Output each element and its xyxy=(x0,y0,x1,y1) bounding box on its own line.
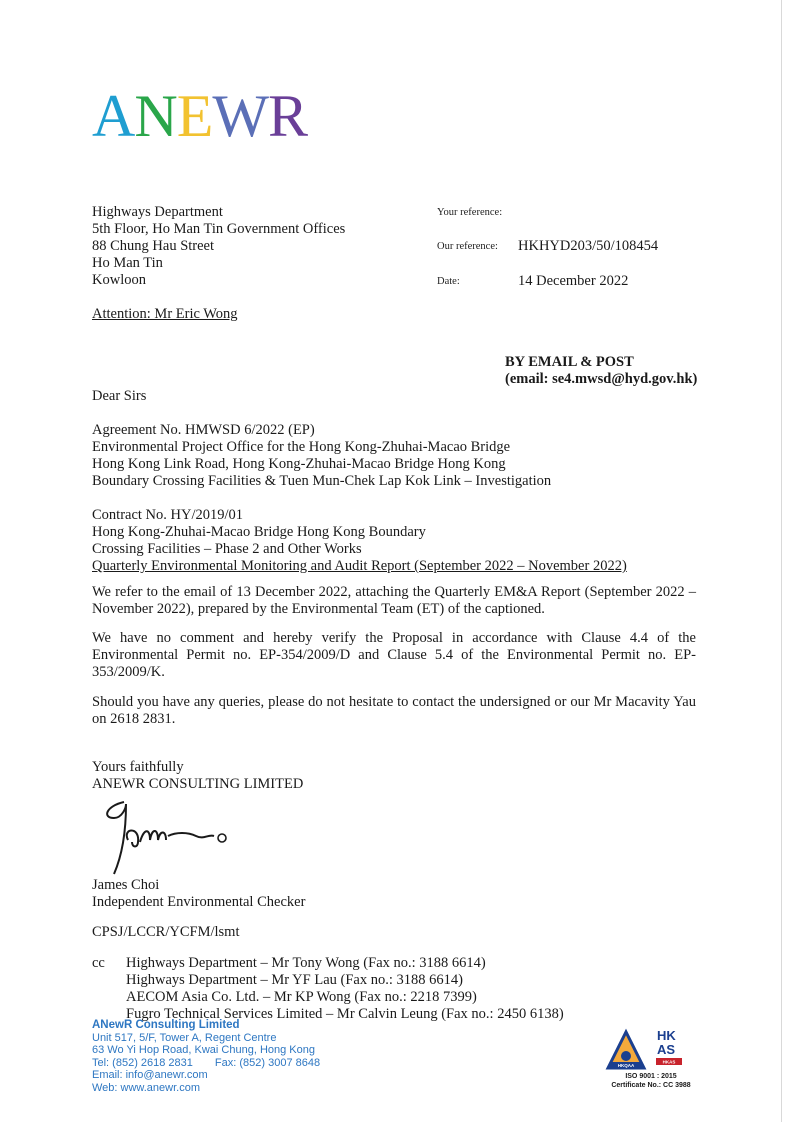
signatory xyxy=(92,877,305,911)
signatory-title: Independent Environmental Checker xyxy=(92,894,306,910)
cc-list xyxy=(126,955,564,1023)
recipient-address xyxy=(92,204,345,289)
seal-hkqaa-text: HKQAA xyxy=(617,1063,635,1068)
body-paragraph: Should you have any queries, please do not hesitate to contact the undersigned or our Mr Macavity Yau on 2618 2831. xyxy=(92,694,696,727)
subject-report-title: Quarterly Environmental Monitoring and Audit Report (September 2022 – November 2022) xyxy=(92,558,627,574)
logo-letter: A xyxy=(92,83,135,149)
logo-letter: W xyxy=(212,83,268,149)
subject-line: Hong Kong-Zhuhai-Macao Bridge Hong Kong Boundary xyxy=(92,524,426,540)
body-paragraph: We have no comment and hereby verify the Proposal in accordance with Clause 4.4 of the Environmental Permit no. EP-354/2009/D and Clause 5.4 of the Environmental Permit no. EP-353/2009/K. xyxy=(92,630,696,680)
cc-line: AECOM Asia Co. Ltd. – Mr KP Wong (Fax no.: 2218 7399) xyxy=(126,989,477,1005)
date-value: 14 December 2022 xyxy=(518,273,629,289)
delivery-method xyxy=(505,354,697,388)
footer-tel: Tel: (852) 2618 2831 xyxy=(92,1056,193,1069)
footer-fax: Fax: (852) 3007 8648 xyxy=(214,1056,321,1069)
date-label: Date: xyxy=(437,276,460,287)
footer-contact xyxy=(92,1019,320,1094)
your-reference-label: Your reference: xyxy=(437,207,503,218)
subject-line: Crossing Facilities – Phase 2 and Other Works xyxy=(92,541,362,557)
address-line: Highways Department xyxy=(92,204,223,220)
body-paragraph: We refer to the email of 13 December 2022, attaching the Quarterly EM&A Report (September 2022 – November 2022), prepared by the Environmental Team (ET) of the captioned. xyxy=(92,584,696,617)
subject-line: Boundary Crossing Facilities & Tuen Mun-Chek Lap Kok Link – Investigation xyxy=(92,473,552,489)
address-line: 5th Floor, Ho Man Tin Government Offices xyxy=(92,221,346,237)
seal-hkas-text: HKAS xyxy=(662,1059,676,1065)
subject-line: Environmental Project Office for the Hong Kong-Zhuhai-Macao Bridge xyxy=(92,439,511,455)
footer-address-line: Unit 517, 5/F, Tower A, Regent Centre xyxy=(92,1031,277,1044)
our-reference-value: HKHYD203/50/108454 xyxy=(518,238,659,254)
cc-line: Highways Department – Mr YF Lau (Fax no.: 3188 6614) xyxy=(126,972,463,988)
subject-line: Contract No. HY/2019/01 xyxy=(92,507,244,523)
logo-letter: N xyxy=(134,83,177,149)
salutation: Dear Sirs xyxy=(92,388,147,404)
cc-label: cc xyxy=(92,955,105,971)
logo-letter: R xyxy=(267,83,308,149)
closing xyxy=(92,759,303,793)
footer-company: ANewR Consulting Limited xyxy=(92,1019,240,1031)
signatory-name: James Choi xyxy=(92,877,160,893)
address-line: 88 Chung Hau Street xyxy=(92,238,215,254)
company-logo xyxy=(92,83,308,149)
attention-line: Attention: Mr Eric Wong xyxy=(92,306,238,322)
cc-line: Fugro Technical Services Limited – Mr Calvin Leung (Fax no.: 2450 6138) xyxy=(126,1006,564,1022)
address-line: Kowloon xyxy=(92,272,146,288)
iso-certification xyxy=(596,1073,706,1090)
subject-line: Agreement No. HMWSD 6/2022 (EP) xyxy=(92,422,315,438)
logo-letter: E xyxy=(176,83,213,149)
address-line: Ho Man Tin xyxy=(92,255,163,271)
footer-address-line: 63 Wo Yi Hop Road, Kwai Chung, Hong Kong xyxy=(92,1044,315,1056)
subject-agreement xyxy=(92,422,551,490)
footer-email: Email: info@anewr.com xyxy=(92,1069,208,1081)
cc-line: Highways Department – Mr Tony Wong (Fax no.: 3188 6614) xyxy=(126,955,486,971)
subject-contract xyxy=(92,507,627,575)
delivery-email: (email: se4.mwsd@hyd.gov.hk) xyxy=(505,371,698,387)
subject-line: Hong Kong Link Road, Hong Kong-Zhuhai-Macao Bridge Hong Kong xyxy=(92,456,506,472)
our-reference-label: Our reference: xyxy=(437,241,498,252)
delivery-line: BY EMAIL & POST xyxy=(505,354,634,370)
svg-text:HK: HK xyxy=(657,1028,676,1043)
reference-initials: CPSJ/LCCR/YCFM/lsmt xyxy=(92,924,240,940)
certification-seal-icon xyxy=(604,1024,696,1072)
page-edge-line xyxy=(781,0,782,1122)
company-name: ANEWR CONSULTING LIMITED xyxy=(92,776,304,792)
certificate-number: Certificate No.: CC 3988 xyxy=(611,1081,691,1089)
closing-line: Yours faithfully xyxy=(92,759,184,775)
svg-text:AS: AS xyxy=(657,1042,676,1057)
footer-web: Web: www.anewr.com xyxy=(92,1081,201,1094)
handwritten-signature xyxy=(96,796,246,878)
iso-standard: ISO 9001 : 2015 xyxy=(625,1073,677,1080)
